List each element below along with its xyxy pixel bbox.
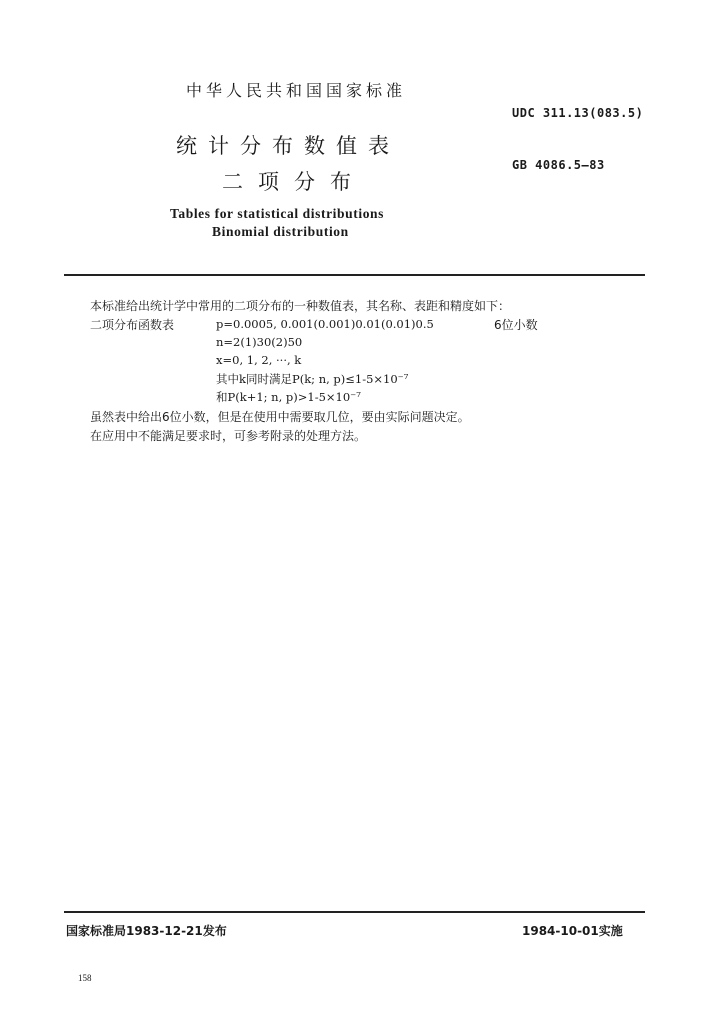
- document-title-english: Tables for statistical distributions: [170, 206, 385, 221]
- issue-date: 国家标准局1983-12-21发布: [66, 924, 227, 938]
- n-range-spec: n=2(1)30(2)50: [216, 335, 303, 349]
- effective-date: 1984-10-01实施: [522, 924, 623, 938]
- note-paragraph-2: 在应用中不能满足要求时，可参考附录的处理方法。: [90, 429, 367, 443]
- precision-spec: 6位小数: [494, 318, 538, 332]
- document-subtitle-english: Binomial distribution: [212, 224, 349, 239]
- issuer-heading: 中华人民共和国国家标准: [186, 81, 407, 100]
- condition-lower: 和P(k+1; n, p)>1-5×10⁻⁷: [216, 390, 361, 404]
- footer-divider: [64, 911, 645, 913]
- gb-standard-code: GB 4086.5—83: [512, 158, 605, 172]
- document-title-chinese: 统计分布数值表: [176, 134, 400, 158]
- x-range-spec: x=0, 1, 2, ···, k: [216, 353, 302, 367]
- condition-upper: 其中k同时满足P(k; n, p)≤1-5×10⁻⁷: [216, 372, 409, 386]
- udc-code: UDC 311.13(083.5): [512, 106, 644, 120]
- header-divider: [64, 274, 645, 276]
- table-name-label: 二项分布函数表: [90, 318, 175, 332]
- p-range-spec: p=0.0005, 0.001(0.001)0.01(0.01)0.5: [216, 317, 434, 331]
- intro-paragraph: 本标准给出统计学中常用的二项分布的一种数值表，其名称、表距和精度如下：: [90, 299, 511, 313]
- page-number: 158: [78, 973, 92, 983]
- note-paragraph-1: 虽然表中给出6位小数，但是在使用中需要取几位，要由实际问题决定。: [90, 410, 470, 424]
- document-subtitle-chinese: 二项分布: [222, 170, 366, 194]
